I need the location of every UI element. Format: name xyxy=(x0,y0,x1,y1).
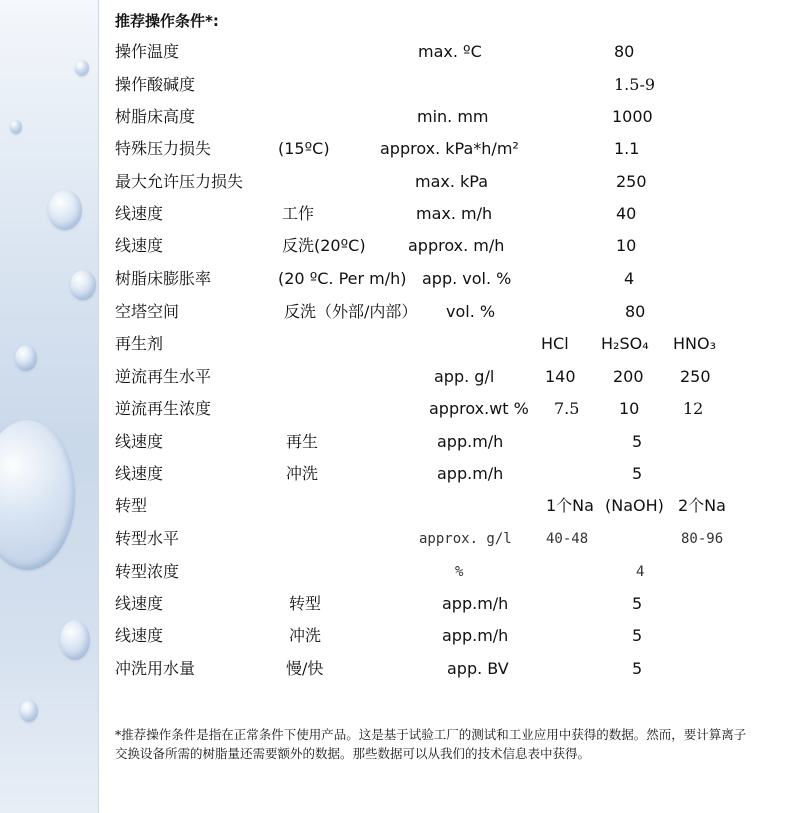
row-unit: app.m/h xyxy=(437,432,504,451)
row-condition: 反洗(20ºC) xyxy=(282,236,366,255)
decorative-water-drop-sidebar xyxy=(0,0,98,813)
row-value-1: 5 xyxy=(632,594,643,613)
row-value-1: 5 xyxy=(632,464,643,483)
sidebar-divider xyxy=(98,0,99,813)
row-label: 转型 xyxy=(115,496,148,515)
row-condition: 冲洗 xyxy=(289,626,322,645)
footnote: *推荐操作条件是指在正常条件下使用产品。这是基于试验工厂的测试和工业应用中获得的数据。然而，要计算离子交换设备所需的树脂量还需要额外的数据。那些数据可以从我们的技术信息表中获得。 xyxy=(115,727,747,761)
section-title: 推荐操作条件*: xyxy=(115,12,219,30)
row-unit: app.m/h xyxy=(442,626,509,645)
row-label: 再生剂 xyxy=(115,334,164,353)
row-label: 线速度 xyxy=(115,204,164,223)
row-label: 树脂床高度 xyxy=(115,107,196,126)
row-label: 逆流再生水平 xyxy=(115,367,212,386)
row-unit: max. kPa xyxy=(415,172,489,191)
row-value-3: 80-96 xyxy=(681,531,724,547)
row-value-1: 1.5-9 xyxy=(614,75,656,94)
row-value-2: 10 xyxy=(619,399,640,418)
row-unit: approx. g/l xyxy=(419,531,512,547)
row-label: 线速度 xyxy=(115,626,164,645)
row-value-1: 5 xyxy=(632,659,643,678)
row-unit: approx. m/h xyxy=(408,236,505,255)
row-value-1: 4 xyxy=(624,269,635,288)
row-label: 操作酸碱度 xyxy=(115,75,196,94)
row-label: 线速度 xyxy=(115,594,164,613)
row-value-1: 40 xyxy=(616,204,637,223)
row-unit: app. g/l xyxy=(434,367,495,386)
row-label: 特殊压力损失 xyxy=(115,139,212,158)
row-condition: 工作 xyxy=(282,204,315,223)
row-unit: approx. kPa*h/m² xyxy=(380,139,519,158)
row-condition: 慢/快 xyxy=(286,659,324,678)
row-unit: approx.wt % xyxy=(429,399,529,418)
row-value-2: (NaOH) xyxy=(605,496,664,515)
row-value-1: 5 xyxy=(632,626,643,645)
row-label: 最大允许压力损失 xyxy=(115,172,244,191)
row-value-1: 7.5 xyxy=(554,399,580,418)
row-label: 逆流再生浓度 xyxy=(115,399,212,418)
row-unit: min. mm xyxy=(417,107,489,126)
row-value-1: 40-48 xyxy=(546,531,589,547)
row-value-1: 5 xyxy=(632,432,643,451)
row-condition: 再生 xyxy=(286,432,319,451)
row-label: 线速度 xyxy=(115,236,164,255)
row-value-1: 4 xyxy=(636,564,645,580)
row-value-1: 10 xyxy=(616,236,637,255)
row-unit: max. m/h xyxy=(416,204,493,223)
row-value-1: 1.1 xyxy=(614,139,640,158)
row-unit: max. ºC xyxy=(418,42,482,61)
row-label: 空塔空间 xyxy=(115,302,180,321)
row-label: 线速度 xyxy=(115,432,164,451)
row-unit: % xyxy=(455,564,464,580)
row-value-3: 250 xyxy=(680,367,711,386)
row-value-1: HCl xyxy=(541,334,569,353)
row-value-1: 250 xyxy=(616,172,647,191)
row-value-1: 1个Na xyxy=(546,496,594,515)
row-condition: 反洗（外部/内部） xyxy=(284,302,418,321)
row-value-1: 80 xyxy=(625,302,646,321)
row-value-2: H₂SO₄ xyxy=(601,334,649,353)
row-value-2: 200 xyxy=(613,367,644,386)
row-unit: app. BV xyxy=(447,659,509,678)
row-label: 树脂床膨胀率 xyxy=(115,269,212,288)
row-value-1: 80 xyxy=(614,42,635,61)
row-value-3: 2个Na xyxy=(678,496,726,515)
row-condition: 冲洗 xyxy=(286,464,319,483)
row-value-1: 1000 xyxy=(612,107,653,126)
row-unit: app.m/h xyxy=(442,594,509,613)
row-unit: vol. % xyxy=(446,302,496,321)
row-label: 操作温度 xyxy=(115,42,180,61)
row-unit: app.m/h xyxy=(437,464,504,483)
row-value-1: 140 xyxy=(545,367,576,386)
row-value-3: HNO₃ xyxy=(673,334,717,353)
row-label: 冲洗用水量 xyxy=(115,659,196,678)
row-value-3: 12 xyxy=(683,399,704,418)
row-condition: (20 ºC. Per m/h) xyxy=(278,269,407,288)
row-condition: (15ºC) xyxy=(278,139,330,158)
row-unit: app. vol. % xyxy=(422,269,512,288)
row-label: 转型浓度 xyxy=(115,562,180,581)
row-label: 转型水平 xyxy=(115,529,180,548)
row-condition: 转型 xyxy=(289,594,322,613)
row-label: 线速度 xyxy=(115,464,164,483)
